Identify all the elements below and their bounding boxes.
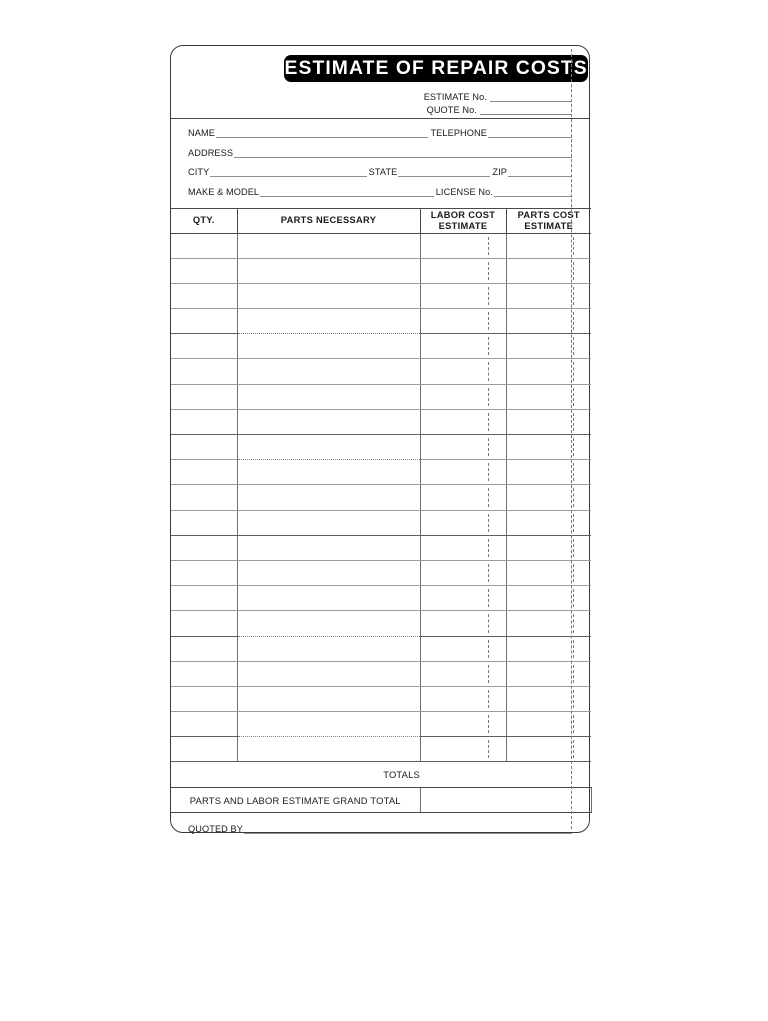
quote-number-label: QUOTE No.	[426, 105, 477, 115]
quoted-by-input[interactable]	[244, 824, 572, 834]
cell-parts[interactable]	[237, 258, 420, 283]
name-telephone-row	[188, 128, 572, 138]
totals-labor-cell[interactable]	[420, 762, 506, 788]
cell-qty[interactable]	[171, 686, 237, 711]
cents-divider	[573, 488, 574, 506]
cell-qty[interactable]	[171, 535, 237, 560]
cents-divider	[573, 564, 574, 582]
cents-divider	[573, 287, 574, 305]
cents-divider	[573, 665, 574, 683]
cell-parts-cost[interactable]	[506, 258, 591, 283]
cents-divider	[488, 690, 489, 708]
cell-parts-cost[interactable]	[506, 233, 591, 258]
column-header-labor-cost-estimate	[420, 208, 506, 233]
cell-parts[interactable]	[237, 283, 420, 308]
make-model-input[interactable]	[260, 187, 434, 197]
cell-labor-cost[interactable]	[420, 334, 506, 359]
cell-parts[interactable]	[237, 686, 420, 711]
cell-parts-cost[interactable]	[506, 409, 591, 434]
address-input[interactable]	[234, 148, 572, 158]
cell-qty[interactable]	[171, 611, 237, 636]
cell-parts-cost[interactable]	[506, 661, 591, 686]
cents-divider	[573, 362, 574, 380]
cents-divider	[573, 740, 574, 758]
table-row	[171, 435, 591, 460]
cents-divider	[488, 237, 489, 255]
quoted-by-label: QUOTED BY	[188, 824, 244, 835]
cents-divider	[488, 539, 489, 557]
cell-parts-cost[interactable]	[506, 712, 591, 737]
cell-parts-cost[interactable]	[506, 485, 591, 510]
cents-divider	[488, 614, 489, 632]
cell-parts[interactable]	[237, 510, 420, 535]
name-input[interactable]	[216, 128, 428, 138]
cents-divider	[573, 539, 574, 557]
cents-divider	[573, 388, 574, 406]
cell-parts[interactable]	[237, 309, 420, 334]
cell-labor-cost[interactable]	[420, 661, 506, 686]
table-row	[171, 636, 591, 661]
cell-labor-cost[interactable]	[420, 384, 506, 409]
cents-divider	[488, 312, 489, 330]
table-row	[171, 510, 591, 535]
cell-parts[interactable]	[237, 712, 420, 737]
cell-parts-cost[interactable]	[506, 283, 591, 308]
state-input[interactable]	[398, 167, 490, 177]
cell-labor-cost[interactable]	[420, 359, 506, 384]
cell-parts-cost[interactable]	[506, 435, 591, 460]
cell-qty[interactable]	[171, 435, 237, 460]
cell-parts-cost[interactable]	[506, 586, 591, 611]
cents-divider	[488, 589, 489, 607]
cell-labor-cost[interactable]	[420, 283, 506, 308]
cell-qty[interactable]	[171, 233, 237, 258]
cell-qty[interactable]	[171, 712, 237, 737]
grand-total-value[interactable]	[420, 788, 591, 813]
cents-divider	[488, 337, 489, 355]
labor-header-line2: ESTIMATE	[438, 220, 488, 231]
cell-qty[interactable]	[171, 485, 237, 510]
cell-qty[interactable]	[171, 334, 237, 359]
cell-labor-cost[interactable]	[420, 233, 506, 258]
cell-parts-cost[interactable]	[506, 384, 591, 409]
cents-divider	[573, 614, 574, 632]
quoted-by-row	[171, 813, 589, 834]
cents-divider	[488, 362, 489, 380]
parts-cost-header-line1: PARTS COST	[517, 210, 580, 221]
cell-parts-cost[interactable]	[506, 611, 591, 636]
cell-qty[interactable]	[171, 283, 237, 308]
grand-total-label: PARTS AND LABOR ESTIMATE GRAND TOTAL	[171, 788, 420, 813]
table-row	[171, 460, 591, 485]
cell-parts[interactable]	[237, 460, 420, 485]
quote-number-row	[171, 105, 572, 115]
parts-and-costs-table	[171, 208, 592, 814]
cents-divider	[488, 715, 489, 733]
cents-divider	[488, 262, 489, 280]
table-row	[171, 233, 591, 258]
cell-parts-cost[interactable]	[506, 334, 591, 359]
cents-divider	[573, 337, 574, 355]
table-row	[171, 737, 591, 762]
cents-divider	[573, 463, 574, 481]
cell-qty[interactable]	[171, 309, 237, 334]
cell-labor-cost[interactable]	[420, 636, 506, 661]
cell-labor-cost[interactable]	[420, 309, 506, 334]
cell-labor-cost[interactable]	[420, 737, 506, 762]
telephone-input[interactable]	[488, 128, 572, 138]
name-label: NAME	[188, 128, 215, 138]
totals-row	[171, 762, 591, 788]
cents-divider	[573, 589, 574, 607]
license-number-label: LICENSE No.	[435, 186, 493, 197]
cents-divider	[571, 49, 572, 829]
cell-qty[interactable]	[171, 258, 237, 283]
cell-parts[interactable]	[237, 409, 420, 434]
table-row	[171, 686, 591, 711]
make-model-label: MAKE & MODEL	[188, 186, 260, 197]
cents-divider	[488, 488, 489, 506]
make-model-license-row	[188, 187, 572, 197]
cell-labor-cost[interactable]	[420, 611, 506, 636]
cell-qty[interactable]	[171, 510, 237, 535]
cents-divider	[488, 438, 489, 456]
city-label: CITY	[188, 167, 210, 177]
cell-labor-cost[interactable]	[420, 258, 506, 283]
customer-fields	[171, 119, 589, 208]
column-header-parts-cost-estimate	[506, 208, 591, 233]
cents-divider	[573, 514, 574, 532]
cell-qty[interactable]	[171, 586, 237, 611]
cents-divider	[573, 690, 574, 708]
cell-qty[interactable]	[171, 359, 237, 384]
cents-divider	[488, 740, 489, 758]
address-label: ADDRESS	[188, 147, 234, 158]
table-row	[171, 359, 591, 384]
city-state-zip-row	[188, 167, 572, 177]
cents-divider	[488, 287, 489, 305]
column-header-parts-necessary: PARTS NECESSARY	[237, 208, 420, 233]
estimate-number-row	[171, 92, 572, 102]
table-row	[171, 661, 591, 686]
table-row	[171, 409, 591, 434]
cents-divider	[573, 438, 574, 456]
cell-parts-cost[interactable]	[506, 535, 591, 560]
table-row	[171, 384, 591, 409]
cents-divider	[488, 564, 489, 582]
table-body	[171, 233, 591, 762]
table-row	[171, 560, 591, 585]
cell-parts[interactable]	[237, 334, 420, 359]
cell-labor-cost[interactable]	[420, 535, 506, 560]
cell-labor-cost[interactable]	[420, 409, 506, 434]
cents-divider	[488, 640, 489, 658]
cents-divider	[573, 312, 574, 330]
table-row	[171, 586, 591, 611]
cents-divider	[573, 715, 574, 733]
cell-labor-cost[interactable]	[420, 460, 506, 485]
form-title-area	[171, 46, 589, 92]
quote-number-input[interactable]	[480, 105, 572, 115]
cell-parts-cost[interactable]	[506, 510, 591, 535]
cell-parts[interactable]	[237, 359, 420, 384]
cell-parts[interactable]	[237, 636, 420, 661]
cell-labor-cost[interactable]	[420, 510, 506, 535]
cell-parts[interactable]	[237, 661, 420, 686]
cell-parts[interactable]	[237, 586, 420, 611]
cents-divider	[573, 262, 574, 280]
totals-qty-cell	[171, 762, 237, 788]
zip-input[interactable]	[508, 167, 572, 177]
table-row	[171, 283, 591, 308]
cents-divider	[573, 237, 574, 255]
cell-qty[interactable]	[171, 737, 237, 762]
totals-parts-cost-cell[interactable]	[506, 762, 591, 788]
cents-divider	[488, 665, 489, 683]
form-title-banner	[284, 55, 588, 82]
cents-divider	[573, 413, 574, 431]
cell-parts-cost[interactable]	[506, 686, 591, 711]
estimate-number-input[interactable]	[490, 92, 572, 102]
cell-qty[interactable]	[171, 560, 237, 585]
table-row	[171, 334, 591, 359]
table-row	[171, 309, 591, 334]
table-header	[171, 208, 591, 233]
cell-qty[interactable]	[171, 460, 237, 485]
page-title: ESTIMATE OF REPAIR COSTS	[284, 57, 588, 79]
cell-parts-cost[interactable]	[506, 359, 591, 384]
table-row	[171, 611, 591, 636]
table-row	[171, 485, 591, 510]
cents-divider	[573, 640, 574, 658]
state-label: STATE	[368, 167, 398, 177]
cell-parts-cost[interactable]	[506, 309, 591, 334]
telephone-label: TELEPHONE	[430, 128, 487, 138]
cell-labor-cost[interactable]	[420, 586, 506, 611]
cell-qty[interactable]	[171, 636, 237, 661]
estimate-form-sheet	[170, 45, 590, 833]
cell-labor-cost[interactable]	[420, 560, 506, 585]
cell-qty[interactable]	[171, 384, 237, 409]
table-row	[171, 258, 591, 283]
cell-qty[interactable]	[171, 661, 237, 686]
license-number-input[interactable]	[494, 187, 572, 197]
cell-qty[interactable]	[171, 409, 237, 434]
city-input[interactable]	[210, 167, 366, 177]
cell-parts-cost[interactable]	[506, 560, 591, 585]
cell-labor-cost[interactable]	[420, 686, 506, 711]
cell-parts[interactable]	[237, 737, 420, 762]
address-row	[188, 148, 572, 158]
cell-labor-cost[interactable]	[420, 712, 506, 737]
document-number-block	[171, 92, 589, 115]
estimate-number-label: ESTIMATE No.	[423, 92, 487, 102]
cents-divider	[488, 463, 489, 481]
cell-parts[interactable]	[237, 535, 420, 560]
grand-total-row	[171, 788, 591, 813]
table-header-row	[171, 208, 591, 233]
table-row	[171, 535, 591, 560]
cell-parts[interactable]	[237, 384, 420, 409]
table-row	[171, 712, 591, 737]
cents-divider	[488, 388, 489, 406]
totals-label: TOTALS	[237, 762, 420, 788]
labor-header-line1: LABOR COST	[430, 210, 496, 221]
parts-cost-header-line2: ESTIMATE	[524, 220, 574, 231]
cell-parts-cost[interactable]	[506, 737, 591, 762]
cell-parts[interactable]	[237, 560, 420, 585]
cell-parts-cost[interactable]	[506, 460, 591, 485]
cell-parts[interactable]	[237, 485, 420, 510]
cell-labor-cost[interactable]	[420, 485, 506, 510]
cents-divider	[488, 413, 489, 431]
cell-parts-cost[interactable]	[506, 636, 591, 661]
zip-label: ZIP	[492, 167, 507, 177]
cell-parts[interactable]	[237, 435, 420, 460]
cell-parts[interactable]	[237, 611, 420, 636]
cents-divider	[488, 514, 489, 532]
column-header-qty: QTY.	[171, 208, 237, 233]
cell-parts[interactable]	[237, 233, 420, 258]
table-footer	[171, 762, 591, 813]
cell-labor-cost[interactable]	[420, 435, 506, 460]
